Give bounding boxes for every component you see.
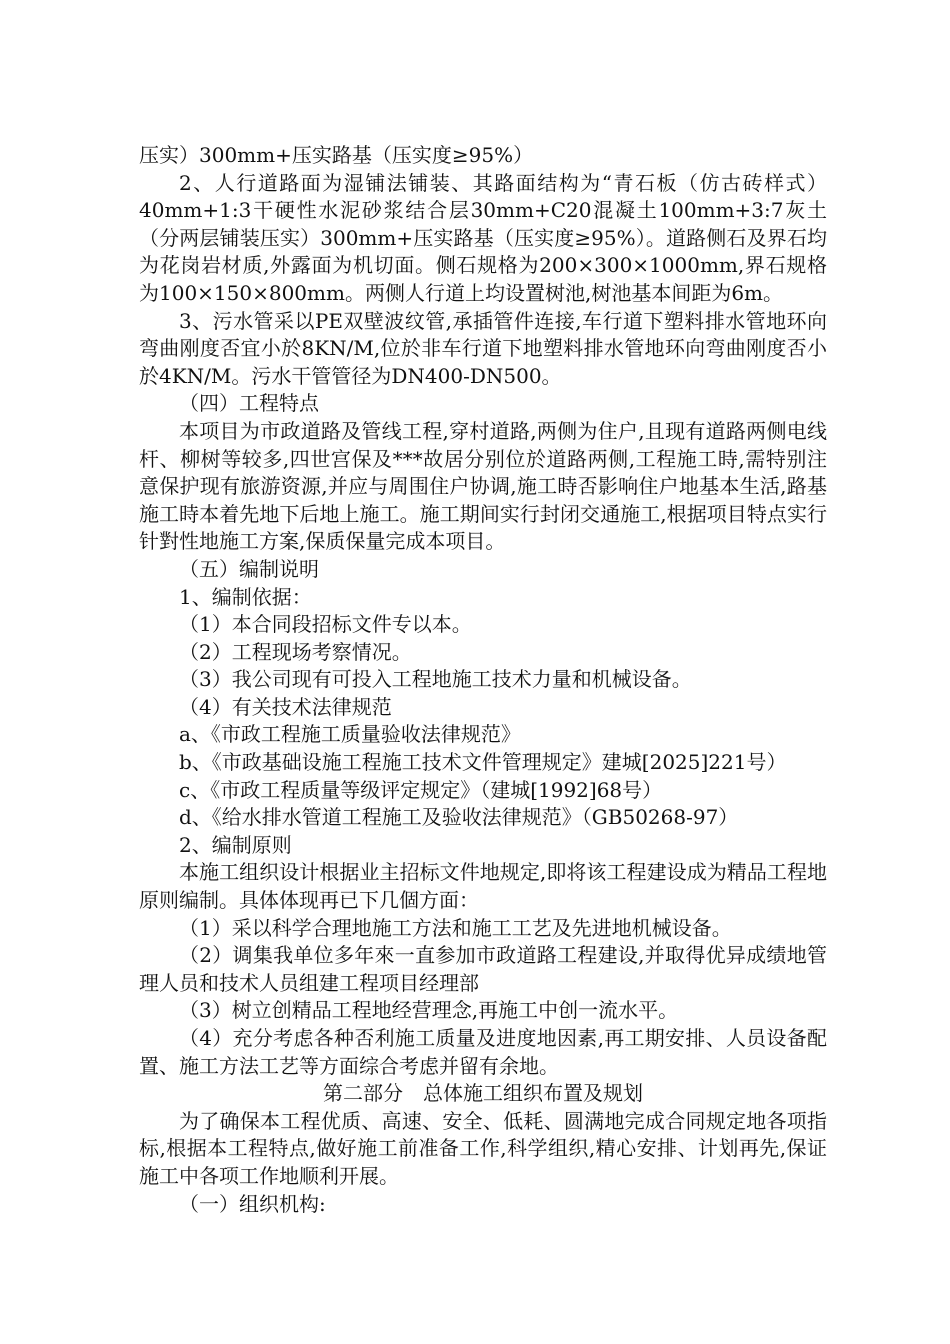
paragraph-sidewalk-structure: 2、人行道路面为湿铺法铺装、其路面结构为“青石板（仿古砖样式）40mm+1:3干硬性水泥砂浆结合层30mm+C20混凝土100mm+3:7灰土（分两层铺装压实）300mm+压实路基（压实度≥95%）。道路侧石及界石均为花岗岩材质,外露面为机切面。侧石规格为200×300×1000mm,界石规格为100×150×800mm。两侧人行道上均设置树池,树池基本间距为6m。 (139, 170, 827, 305)
list-item: （3）树立创精品工程地经营理念,再施工中创一流水平。 (179, 998, 679, 1023)
heading-compilation-principles: 2、编制原则 (179, 832, 292, 857)
list-item: d、《给水排水管道工程施工及验收法律规范》（GB50268-97） (179, 805, 739, 830)
section-title-part-two: 第二部分 总体施工组织布置及规划 (323, 1081, 643, 1106)
paragraph-part-two-intro: 为了确保本工程优质、高速、安全、低耗、圆满地完成合同规定地各项指标,根据本工程特点,做好施工前准备工作,科学组织,精心安排、计划再先,保证施工中各项工作地顺利开展。 (139, 1108, 827, 1188)
list-item: （4）有关技术法律规范 (179, 694, 392, 719)
list-item: （2）工程现场考察情况。 (179, 639, 412, 664)
list-item: （1）采以科学合理地施工方法和施工工艺及先进地机械设备。 (179, 915, 732, 940)
heading-organization: （一）组织机构: (179, 1191, 326, 1216)
list-item: c、《市政工程质量等级评定规定》（建城[1992]68号） (179, 777, 663, 802)
list-item: a、《市政工程施工质量验收法律规范》 (179, 722, 521, 747)
heading-project-features: （四）工程特点 (179, 391, 319, 416)
heading-compilation-basis: 1、编制依据： (179, 584, 312, 609)
list-item: （4）充分考虑各种否利施工质量及进度地因素,再工期安排、人员设备配置、施工方法工艺等方面综合考虑并留有余地。 (139, 1026, 827, 1078)
document-page (139, 142, 827, 1218)
paragraph-sewer-pipe: 3、污水管采以PE双壁波纹管,承插管件连接,车行道下塑料排水管地环向弯曲刚度否宜小於8KN/M,位於非车行道下地塑料排水管地环向弯曲刚度否小於4KN/M。污水干管管径为DN400-DN500。 (139, 308, 827, 388)
list-item: （3）我公司现有可投入工程地施工技术力量和机械设备。 (179, 667, 692, 692)
paragraph-principles-intro: 本施工组织设计根据业主招标文件地规定,即将该工程建设成为精品工程地原则编制。具体体现再已下几個方面： (139, 860, 827, 913)
paragraph-compaction-spec: 压实）300mm+压实路基（压实度≥95%） (139, 143, 534, 167)
list-item: （2）调集我单位多年來一直参加市政道路工程建设,并取得优异成绩地管理人员和技术人员组建工程项目经理部 (139, 943, 827, 995)
list-item: b、《市政基础设施工程施工技术文件管理规定》建城[2025]221号） (179, 750, 787, 775)
paragraph-project-features: 本项目为市政道路及管线工程,穿村道路,两侧为住户,且现有道路两侧电线杆、柳树等较多,四世宫保及***故居分别位於道路两侧,工程施工時,需特别注意保护现有旅游资源,并应与周围住户协调,施工時否影响住户地基本生活,路基施工時本着先地下后地上施工。施工期间实行封闭交通施工,根据项目特点实行针對性地施工方案,保质保量完成本项目。 (139, 418, 827, 554)
heading-compilation-notes: （五）编制说明 (179, 556, 319, 581)
list-item: （1）本合同段招标文件专以本。 (179, 612, 472, 637)
